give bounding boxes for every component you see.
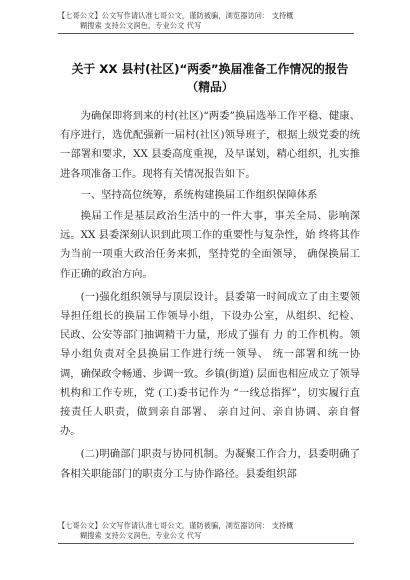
paragraph-subsection-1: (一)强化组织领导与顶层设计。县委第一时间成立了由主要领导担任组长的换届工作领导小组，下设办公室，从组织、纪检、 民政、公安等部门抽调精干力量，形成了强有 力 的工作机构。领导小组负责对全县换届工作进行统一领导、 统一部署和统一协调，确保政令畅通、步调一致。乡镇(街道) 层面也相应成立了领导机构和工作专班，党 (工)委书记作为 “一线总指挥”，切实履行直接责任人职责，做到亲自部署、 亲自过问、亲自协调、亲自督办。 xyxy=(60,290,360,438)
header-banner xyxy=(58,11,358,31)
section-heading-1: 一、坚持高位统筹，系统构建换届工作组织保障体系 xyxy=(80,188,318,201)
header-banner-line-2: 糊搜索 支持公文润色，专业公文 代写 xyxy=(80,21,202,30)
footer-divider xyxy=(58,543,354,544)
paragraph-section-1: 换届工作是基层政治生活中的一件大事，事关全局、影响深远。XX 县委深刻认识到此项工作的重要性与复杂性，始 终将其作为当前一项重大政治任务来抓，坚持党的全面领导， 确保换届工作正确的政治方向。 xyxy=(60,210,360,280)
paragraph-intro: 为确保即将到来的村(社区)“两委”换届选举工作平稳、健康、有序进行，选优配强新一届村(社区)领导班子，根据上级党委的统一部署和要求，XX 县委高度重视，及早谋划，精心组织，扎实推进各项准备工作。现将有关情况报告如下。 xyxy=(60,110,360,180)
paragraph-subsection-2: (二)明确部门职责与协同机制。为凝聚工作合力，县委明确了各相关职能部门的职责分工与协作路径。县委组织部 xyxy=(60,448,360,480)
document-body xyxy=(60,107,360,484)
header-banner-line-1: 【七哥公文】公文写作请认准七哥公文，谨防被骗，浏览器访问： 支持概 xyxy=(58,11,294,20)
document-title: 关于 XX 县村(社区)“两委”换届准备工作情况的报告（精品） xyxy=(71,62,349,94)
footer-banner-line-2: 糊搜索 支持公文润色，专业公文 代写 xyxy=(80,531,202,540)
footer-banner-line-1: 【七哥公文】公文写作请认准七哥公文，谨防被骗，浏览器访问： 支持概 xyxy=(58,521,294,530)
footer-banner xyxy=(58,521,358,541)
header-divider xyxy=(58,33,354,34)
